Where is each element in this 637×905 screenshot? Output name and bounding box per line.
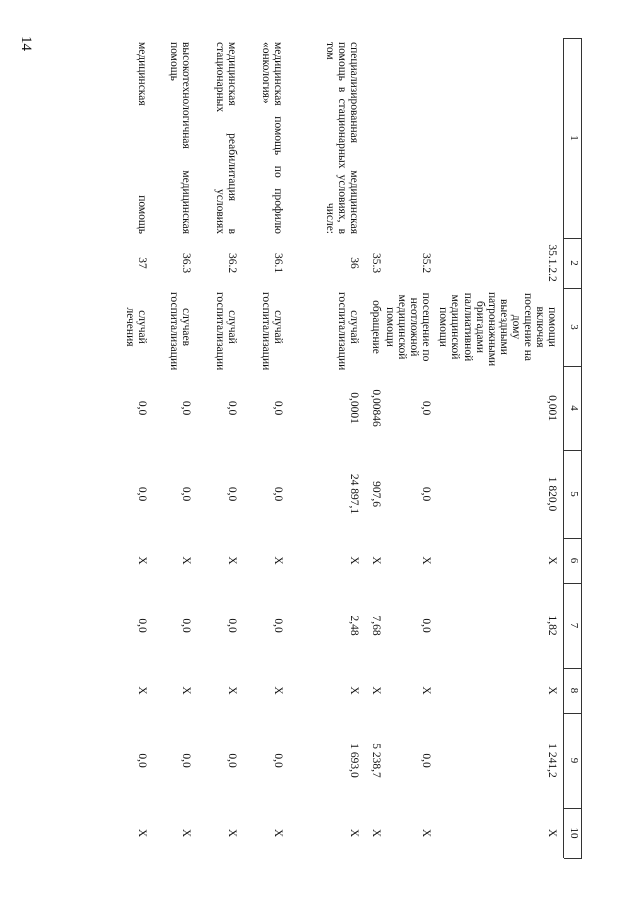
table-cell: Х — [420, 686, 432, 695]
table-cell: случай лечения — [123, 307, 148, 347]
table-cell: 0,0 — [226, 400, 238, 416]
table-cell: 0,0 — [180, 753, 192, 768]
table-cell: Х — [370, 556, 382, 565]
table-cell: посещение по неотложной медицинской помощи — [383, 292, 432, 362]
table-cell: случаев госпитализации — [167, 292, 192, 371]
table-cell: Х — [226, 686, 238, 695]
table-cell: Х — [370, 828, 382, 838]
table-cell: обращение — [370, 300, 382, 354]
table-cell: Х — [546, 556, 558, 565]
row-label: специализированная медицинская помощь в стационарных условиях, в том числе: — [323, 42, 360, 234]
table-border-top — [581, 38, 582, 858]
table-cell: Х — [272, 556, 284, 565]
table-cell: 2,48 — [348, 615, 360, 636]
column-header: 3 — [568, 324, 580, 330]
table-cell: Х — [546, 828, 558, 838]
table-cell: 0,0 — [226, 753, 238, 768]
column-header: 10 — [568, 827, 580, 839]
table-cell: 36.1 — [272, 252, 284, 274]
page-number: 14 — [18, 36, 34, 51]
table-cell: 0,001 — [546, 395, 558, 421]
row-label: высокотехнологичная медицинская помощь — [167, 42, 192, 234]
table-cell: 0,0 — [272, 753, 284, 768]
table-cell: 0,0 — [180, 486, 192, 502]
row-label: медицинская помощь — [136, 42, 148, 234]
table-cell: 7,68 — [370, 615, 382, 636]
table-cell: Х — [348, 686, 360, 695]
table-cell: 35.1.2.2 — [546, 244, 558, 282]
column-header: 7 — [568, 622, 580, 629]
table-cell: Х — [420, 828, 432, 838]
table-cell: 37 — [136, 257, 148, 269]
table-cell: Х — [180, 828, 192, 838]
table-cell: 0,00846 — [370, 389, 382, 427]
table-cell: 1 820,0 — [546, 476, 558, 512]
table-cell: 0,0 — [180, 618, 192, 633]
table-cell: Х — [272, 686, 284, 695]
table-cell: 1 241,2 — [546, 743, 558, 778]
table-cell: Х — [348, 556, 360, 565]
rotated-table — [100, 38, 582, 858]
table-cell: 0,0 — [226, 618, 238, 633]
column-header: 8 — [568, 687, 580, 694]
table-cell: 0,0 — [226, 486, 238, 502]
table-cell: Х — [348, 828, 360, 838]
table-cell: случай госпитализации — [213, 292, 238, 371]
table-cell: 35.3 — [370, 252, 382, 274]
table-cell: 0,0 — [420, 753, 432, 768]
table-cell: помощи включая посещение на дому выездными патронажными бригадами паллиативной медицинской помощи — [437, 292, 558, 367]
table-cell: Х — [370, 686, 382, 695]
table-cell: 36.2 — [226, 252, 238, 274]
table-cell: Х — [226, 556, 238, 565]
table-cell: Х — [136, 686, 148, 695]
table-cell: Х — [272, 828, 284, 838]
table-cell: 0,0 — [136, 618, 148, 633]
column-header: 4 — [568, 405, 580, 411]
table-cell: 35.2 — [420, 252, 432, 274]
column-header: 5 — [568, 491, 580, 497]
table-cell: 0,0 — [420, 400, 432, 416]
column-header: 1 — [568, 135, 580, 141]
table-cell: 0,0 — [136, 486, 148, 502]
row-label: медицинская реабилитация в стационарных условиях — [213, 42, 238, 234]
column-header: 9 — [568, 757, 580, 764]
table-cell: 36.3 — [180, 252, 192, 274]
table-cell: случай госпитализации — [335, 292, 360, 371]
header-bottom-border — [563, 38, 564, 858]
table-cell: 36 — [348, 257, 360, 269]
header-divider — [564, 858, 582, 859]
table-cell: 907,6 — [370, 481, 382, 507]
column-header: 2 — [568, 260, 580, 266]
table-cell: 1 693,0 — [348, 743, 360, 778]
table-cell: 0,0 — [180, 400, 192, 416]
table-cell: Х — [136, 828, 148, 838]
table-cell: 0,0 — [272, 486, 284, 502]
table-cell: Х — [180, 556, 192, 565]
table-cell: 0,0 — [136, 753, 148, 768]
table-cell: Х — [546, 686, 558, 695]
table-cell: 0,0 — [272, 618, 284, 633]
table-cell: случай госпитализации — [259, 292, 284, 371]
table-cell: 0,0 — [136, 400, 148, 416]
row-label: медицинская помощь по профилю «онкология» — [259, 42, 284, 234]
table-cell: Х — [136, 556, 148, 565]
table-cell: Х — [180, 686, 192, 695]
table-cell: Х — [226, 828, 238, 838]
table-cell: 0,0 — [420, 486, 432, 502]
table-cell: 0,0001 — [348, 392, 360, 424]
table-cell: 0,0 — [272, 400, 284, 416]
table-cell: 24 897,1 — [348, 473, 360, 515]
table-cell: 5 238,7 — [370, 743, 382, 778]
column-header: 6 — [568, 557, 580, 564]
table-cell: Х — [420, 556, 432, 565]
table-cell: 0,0 — [420, 618, 432, 633]
table-cell: 1,82 — [546, 615, 558, 636]
